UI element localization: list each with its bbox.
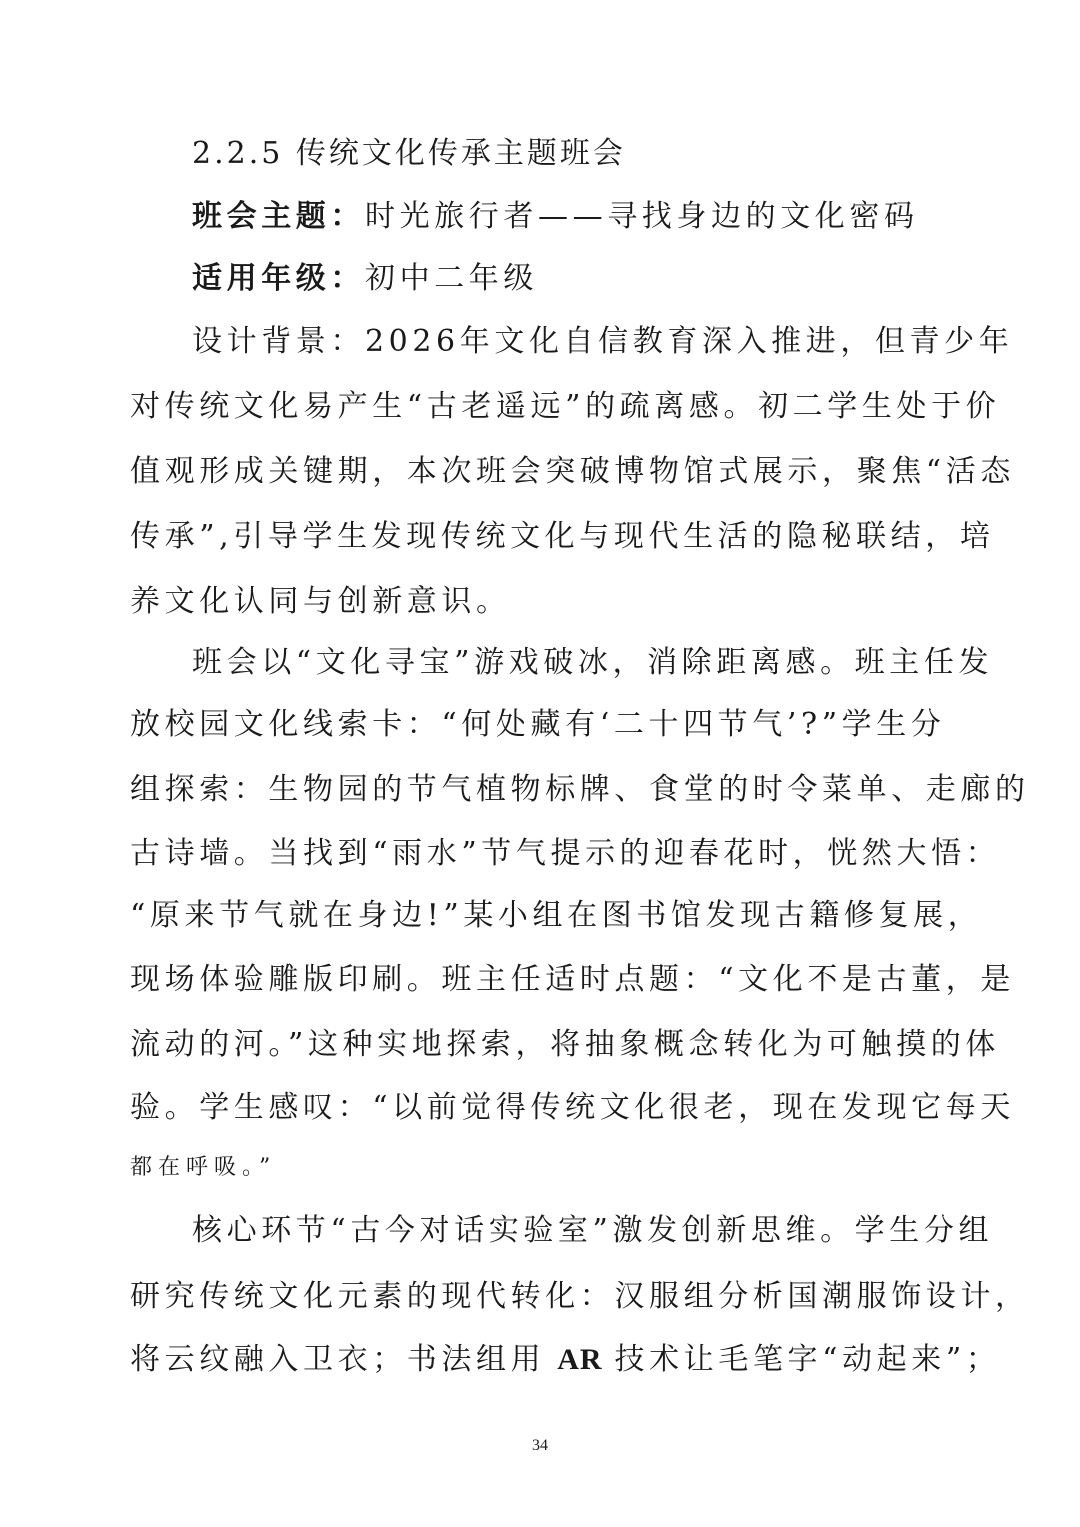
- paragraph2-line: 验。学生感叹：“以前觉得传统文化很老，现在发现它每天: [130, 1090, 1015, 1125]
- grade-label: 适用年级：: [192, 261, 365, 296]
- paragraph2-line: 组探索：生物园的节气植物标牌、食堂的时令菜单、走廊的: [130, 772, 1030, 807]
- paragraph2-line: “原来节气就在身边!”某小组在图书馆发现古籍修复展，: [130, 898, 983, 933]
- paragraph3-last-line: [130, 1340, 1000, 1380]
- paragraph3-text: 将云纹融入卫衣；书法组用: [130, 1342, 546, 1377]
- paragraph2-line: 现场体验雕版印刷。班主任适时点题：“文化不是古董，是: [130, 962, 1015, 997]
- paragraph1-line: 养文化认同与创新意识。: [130, 584, 511, 619]
- theme-label: 班会主题：: [192, 199, 365, 234]
- paragraph1-line: 值观形成关键期，本次班会突破博物馆式展示，聚焦“活态: [130, 454, 1015, 489]
- section-heading: 2.2.5 传统文化传承主题班会: [192, 136, 626, 171]
- paragraph2-line: 放校园文化线索卡：“何处藏有‘二十四节气’?”学生分: [130, 707, 946, 742]
- grade-value: 初中二年级: [365, 261, 538, 296]
- theme-line: [192, 197, 919, 237]
- paragraph2-line: 班会以“文化寻宝”游戏破冰，消除距离感。班主任发: [192, 645, 994, 680]
- paragraph3-line: 研究传统文化元素的现代转化：汉服组分析国潮服饰设计，: [130, 1279, 1030, 1314]
- page-number: 34: [532, 1437, 548, 1454]
- paragraph2-line: 都在呼吸。”: [130, 1155, 277, 1180]
- paragraph1-line: 设计背景：2026年文化自信教育深入推进，但青少年: [192, 324, 1014, 359]
- paragraph1-line: 传承”,引导学生发现传统文化与现代生活的隐秘联结，培: [130, 519, 995, 554]
- ar-emphasis: AR: [557, 1343, 603, 1376]
- paragraph2-line: 古诗墙。当找到“雨水”节气提示的迎春花时，恍然大悟：: [130, 836, 1001, 871]
- grade-line: [192, 259, 538, 299]
- paragraph1-line: 对传统文化易产生“古老遥远”的疏离感。初二学生处于价: [130, 389, 1001, 424]
- paragraph2-line: 流动的河。”这种实地探索，将抽象概念转化为可触摸的体: [130, 1027, 1000, 1062]
- paragraph3-text: 技术让毛笔字“动起来”；: [614, 1342, 1001, 1377]
- paragraph3-line: 核心环节“古今对话实验室”激发创新思维。学生分组: [192, 1213, 994, 1248]
- theme-value: 时光旅行者——寻找身边的文化密码: [365, 199, 919, 234]
